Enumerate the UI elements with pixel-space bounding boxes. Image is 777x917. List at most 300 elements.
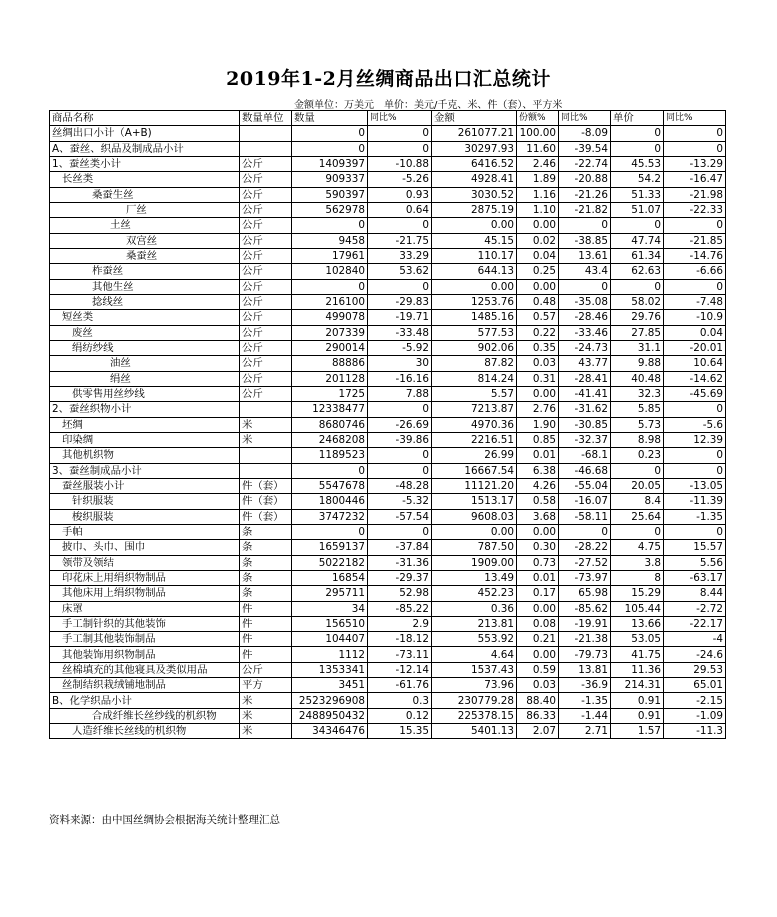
cell-unit-price: 61.34: [611, 248, 664, 263]
cell-amount: 2875.19: [432, 202, 517, 217]
cell-amount-yoy: -31.62: [559, 402, 611, 417]
cell-share: 0.22: [517, 325, 559, 340]
cell-item-name: 蚕丝服装小计: [50, 478, 240, 493]
table-row: [50, 141, 726, 156]
cell-share: 3.68: [517, 509, 559, 524]
cell-quantity-unit: 米: [240, 417, 292, 432]
cell-amount-yoy: -19.91: [559, 616, 611, 631]
cell-amount-yoy: -21.38: [559, 632, 611, 647]
cell-quantity-yoy: 52.98: [368, 586, 432, 601]
cell-quantity-unit: 米: [240, 432, 292, 447]
cell-price-yoy: 0: [664, 126, 726, 141]
cell-amount: 230779.28: [432, 693, 517, 708]
table-row: [50, 662, 726, 677]
cell-amount-yoy: -32.37: [559, 432, 611, 447]
cell-quantity: 3451: [292, 678, 368, 693]
cell-unit-price: 0.91: [611, 708, 664, 723]
cell-quantity: 17961: [292, 248, 368, 263]
table-row: [50, 340, 726, 355]
cell-price-yoy: -10.9: [664, 310, 726, 325]
cell-share: 100.00: [517, 126, 559, 141]
cell-item-name: 短丝类: [50, 310, 240, 325]
cell-quantity-yoy: -29.37: [368, 570, 432, 585]
cell-quantity-yoy: -37.84: [368, 540, 432, 555]
cell-quantity-unit: 件: [240, 632, 292, 647]
cell-amount: 814.24: [432, 371, 517, 386]
cell-share: 0.57: [517, 310, 559, 325]
cell-quantity-unit: 件: [240, 601, 292, 616]
cell-amount-yoy: -33.46: [559, 325, 611, 340]
cell-amount-yoy: -24.73: [559, 340, 611, 355]
table-row: [50, 371, 726, 386]
cell-quantity: 2488950432: [292, 708, 368, 723]
cell-amount: 4970.36: [432, 417, 517, 432]
cell-amount: 87.82: [432, 356, 517, 371]
cell-quantity: 0: [292, 279, 368, 294]
cell-amount-yoy: 0: [559, 218, 611, 233]
cell-price-yoy: -16.47: [664, 172, 726, 187]
cell-quantity-yoy: 0: [368, 279, 432, 294]
cell-unit-price: 0.91: [611, 693, 664, 708]
table-row: [50, 693, 726, 708]
cell-price-yoy: -2.15: [664, 693, 726, 708]
cell-amount-yoy: 43.4: [559, 264, 611, 279]
cell-price-yoy: 5.56: [664, 555, 726, 570]
table-row: [50, 432, 726, 447]
cell-unit-price: 27.85: [611, 325, 664, 340]
cell-quantity: 0: [292, 524, 368, 539]
cell-item-name: 土丝: [50, 218, 240, 233]
cell-amount: 26.99: [432, 448, 517, 463]
cell-quantity-yoy: 0.12: [368, 708, 432, 723]
cell-amount: 1513.17: [432, 494, 517, 509]
cell-unit-price: 5.85: [611, 402, 664, 417]
cell-amount-yoy: -22.74: [559, 156, 611, 171]
cell-unit-price: 15.29: [611, 586, 664, 601]
cell-unit-price: 214.31: [611, 678, 664, 693]
table-row: [50, 448, 726, 463]
table-row: [50, 248, 726, 263]
cell-quantity: 499078: [292, 310, 368, 325]
table-row: [50, 570, 726, 585]
cell-amount: 5.57: [432, 386, 517, 401]
table-row: [50, 478, 726, 493]
cell-quantity-yoy: -19.71: [368, 310, 432, 325]
table-row: [50, 233, 726, 248]
cell-item-name: 其他生丝: [50, 279, 240, 294]
export-stats-table: [49, 110, 726, 739]
cell-amount: 452.23: [432, 586, 517, 601]
cell-amount: 30297.93: [432, 141, 517, 156]
cell-quantity: 12338477: [292, 402, 368, 417]
cell-quantity: 590397: [292, 187, 368, 202]
cell-quantity: 16854: [292, 570, 368, 585]
cell-quantity-yoy: -73.11: [368, 647, 432, 662]
cell-amount-yoy: -58.11: [559, 509, 611, 524]
cell-quantity: 8680746: [292, 417, 368, 432]
cell-share: 0.04: [517, 248, 559, 263]
cell-unit-price: 5.73: [611, 417, 664, 432]
table-row: [50, 279, 726, 294]
cell-quantity-yoy: 7.88: [368, 386, 432, 401]
cell-amount: 1909.00: [432, 555, 517, 570]
cell-amount-yoy: -16.07: [559, 494, 611, 509]
cell-quantity-unit: 件: [240, 616, 292, 631]
cell-share: 0.21: [517, 632, 559, 647]
cell-item-name: 人造纤维长丝线的机织物: [50, 724, 240, 739]
cell-unit-price: 8.4: [611, 494, 664, 509]
cell-quantity: 5547678: [292, 478, 368, 493]
table-row: [50, 647, 726, 662]
cell-share: 0.17: [517, 586, 559, 601]
cell-quantity: 34346476: [292, 724, 368, 739]
cell-price-yoy: 0.04: [664, 325, 726, 340]
cell-unit-price: 51.33: [611, 187, 664, 202]
cell-amount: 0.00: [432, 279, 517, 294]
cell-price-yoy: 12.39: [664, 432, 726, 447]
cell-quantity-unit: 条: [240, 524, 292, 539]
cell-quantity: 1659137: [292, 540, 368, 555]
cell-price-yoy: -22.17: [664, 616, 726, 631]
table-row: [50, 325, 726, 340]
cell-quantity: 1800446: [292, 494, 368, 509]
cell-amount-yoy: -39.54: [559, 141, 611, 156]
cell-price-yoy: 29.53: [664, 662, 726, 677]
cell-unit-price: 40.48: [611, 371, 664, 386]
cell-quantity-unit: 平方: [240, 678, 292, 693]
cell-price-yoy: -45.69: [664, 386, 726, 401]
cell-item-name: 2、蚕丝织物小计: [50, 402, 240, 417]
cell-unit-price: 25.64: [611, 509, 664, 524]
cell-quantity: 562978: [292, 202, 368, 217]
cell-unit-price: 0: [611, 141, 664, 156]
cell-item-name: 其他床用上绢织物制品: [50, 586, 240, 601]
cell-amount: 45.15: [432, 233, 517, 248]
cell-amount-yoy: -73.97: [559, 570, 611, 585]
cell-quantity-yoy: 0: [368, 141, 432, 156]
cell-amount-yoy: 13.61: [559, 248, 611, 263]
cell-quantity-unit: 件: [240, 647, 292, 662]
cell-unit-price: 11.36: [611, 662, 664, 677]
cell-price-yoy: -22.33: [664, 202, 726, 217]
cell-item-name: 披巾、头巾、围巾: [50, 540, 240, 555]
col-header-unit: 数量单位: [240, 111, 292, 126]
cell-share: 0.03: [517, 356, 559, 371]
cell-quantity-unit: 公斤: [240, 356, 292, 371]
table-row: [50, 264, 726, 279]
cell-price-yoy: 0: [664, 279, 726, 294]
col-header-quantity: 数量: [292, 111, 368, 126]
cell-amount-yoy: -46.68: [559, 463, 611, 478]
cell-price-yoy: 0: [664, 402, 726, 417]
table-row: [50, 524, 726, 539]
cell-share: 1.90: [517, 417, 559, 432]
cell-item-name: 坯绸: [50, 417, 240, 432]
cell-quantity-yoy: 30: [368, 356, 432, 371]
table-row: [50, 616, 726, 631]
cell-item-name: 厂丝: [50, 202, 240, 217]
cell-unit-price: 51.07: [611, 202, 664, 217]
cell-quantity-yoy: -16.16: [368, 371, 432, 386]
cell-quantity-unit: [240, 463, 292, 478]
cell-amount-yoy: -20.88: [559, 172, 611, 187]
cell-price-yoy: 0: [664, 141, 726, 156]
table-row: [50, 218, 726, 233]
cell-quantity-unit: 公斤: [240, 279, 292, 294]
cell-share: 1.89: [517, 172, 559, 187]
table-row: [50, 294, 726, 309]
cell-unit-price: 53.05: [611, 632, 664, 647]
cell-quantity: 34: [292, 601, 368, 616]
cell-quantity: 156510: [292, 616, 368, 631]
cell-item-name: 桑蚕生丝: [50, 187, 240, 202]
table-row: [50, 356, 726, 371]
cell-quantity-yoy: -31.36: [368, 555, 432, 570]
cell-share: 0.00: [517, 524, 559, 539]
cell-quantity-unit: 公斤: [240, 233, 292, 248]
table-row: [50, 402, 726, 417]
cell-amount-yoy: -85.62: [559, 601, 611, 616]
cell-unit-price: 31.1: [611, 340, 664, 355]
cell-item-name: 丝棉填充的其他寝具及类似用品: [50, 662, 240, 677]
cell-amount-yoy: 0: [559, 279, 611, 294]
cell-share: 0.31: [517, 371, 559, 386]
cell-quantity: 290014: [292, 340, 368, 355]
cell-item-name: 印染绸: [50, 432, 240, 447]
table-row: [50, 156, 726, 171]
cell-unit-price: 29.76: [611, 310, 664, 325]
cell-item-name: 梭织服装: [50, 509, 240, 524]
cell-quantity-yoy: 33.29: [368, 248, 432, 263]
cell-amount-yoy: -21.26: [559, 187, 611, 202]
cell-amount-yoy: -36.9: [559, 678, 611, 693]
cell-quantity: 104407: [292, 632, 368, 647]
table-row: [50, 632, 726, 647]
cell-amount-yoy: 0: [559, 524, 611, 539]
cell-amount: 3030.52: [432, 187, 517, 202]
cell-unit-price: 0: [611, 463, 664, 478]
cell-quantity-yoy: -10.88: [368, 156, 432, 171]
cell-quantity-yoy: 53.62: [368, 264, 432, 279]
cell-share: 0.01: [517, 448, 559, 463]
cell-quantity: 9458: [292, 233, 368, 248]
cell-amount: 9608.03: [432, 509, 517, 524]
cell-amount-yoy: -68.1: [559, 448, 611, 463]
col-header-amount: 金额: [432, 111, 517, 126]
page-title: 2019年1-2月丝绸商品出口汇总统计: [226, 68, 551, 90]
cell-quantity-unit: 公斤: [240, 662, 292, 677]
cell-quantity-yoy: -12.14: [368, 662, 432, 677]
cell-amount-yoy: -79.73: [559, 647, 611, 662]
cell-quantity-unit: 件（套）: [240, 494, 292, 509]
cell-amount-yoy: -28.22: [559, 540, 611, 555]
cell-item-name: 供零售用丝纱线: [50, 386, 240, 401]
cell-unit-price: 62.63: [611, 264, 664, 279]
table-row: [50, 555, 726, 570]
cell-quantity-yoy: 0.64: [368, 202, 432, 217]
cell-price-yoy: -24.6: [664, 647, 726, 662]
cell-price-yoy: -63.17: [664, 570, 726, 585]
cell-price-yoy: -6.66: [664, 264, 726, 279]
cell-share: 0.03: [517, 678, 559, 693]
cell-quantity-yoy: -5.32: [368, 494, 432, 509]
cell-item-name: 领带及领结: [50, 555, 240, 570]
cell-amount: 787.50: [432, 540, 517, 555]
cell-item-name: 1、蚕丝类小计: [50, 156, 240, 171]
cell-quantity-unit: 公斤: [240, 340, 292, 355]
cell-price-yoy: 0: [664, 218, 726, 233]
cell-quantity-unit: 件（套）: [240, 509, 292, 524]
cell-unit-price: 13.66: [611, 616, 664, 631]
cell-price-yoy: -11.3: [664, 724, 726, 739]
cell-unit-price: 0: [611, 524, 664, 539]
cell-item-name: 床罩: [50, 601, 240, 616]
cell-quantity-unit: 公斤: [240, 187, 292, 202]
cell-share: 0.00: [517, 279, 559, 294]
cell-quantity-unit: 公斤: [240, 325, 292, 340]
col-header-quantity-yoy: 同比%: [368, 111, 432, 126]
cell-amount-yoy: -41.41: [559, 386, 611, 401]
cell-quantity-unit: 公斤: [240, 386, 292, 401]
cell-share: 0.00: [517, 601, 559, 616]
table-row: [50, 708, 726, 723]
cell-quantity: 102840: [292, 264, 368, 279]
cell-price-yoy: -5.6: [664, 417, 726, 432]
cell-amount-yoy: -30.85: [559, 417, 611, 432]
cell-quantity-unit: 条: [240, 570, 292, 585]
cell-item-name: 针织服装: [50, 494, 240, 509]
cell-amount-yoy: -21.82: [559, 202, 611, 217]
cell-quantity: 1409397: [292, 156, 368, 171]
cell-price-yoy: 0: [664, 448, 726, 463]
cell-item-name: 绢丝: [50, 371, 240, 386]
cell-quantity: 295711: [292, 586, 368, 601]
cell-quantity: 3747232: [292, 509, 368, 524]
cell-amount-yoy: -1.35: [559, 693, 611, 708]
cell-amount: 6416.52: [432, 156, 517, 171]
cell-unit-price: 32.3: [611, 386, 664, 401]
cell-item-name: 长丝类: [50, 172, 240, 187]
cell-item-name: 捻线丝: [50, 294, 240, 309]
cell-amount: 13.49: [432, 570, 517, 585]
cell-item-name: 双宫丝: [50, 233, 240, 248]
cell-amount: 644.13: [432, 264, 517, 279]
cell-quantity-yoy: 0.93: [368, 187, 432, 202]
table-row: [50, 310, 726, 325]
cell-quantity-unit: [240, 448, 292, 463]
table-row: [50, 494, 726, 509]
cell-price-yoy: -13.05: [664, 478, 726, 493]
cell-price-yoy: -21.85: [664, 233, 726, 248]
cell-quantity-unit: 公斤: [240, 156, 292, 171]
cell-quantity-unit: 公斤: [240, 264, 292, 279]
cell-price-yoy: -13.29: [664, 156, 726, 171]
cell-share: 0.01: [517, 570, 559, 585]
cell-quantity-yoy: 0: [368, 524, 432, 539]
col-header-share: 份额%: [517, 111, 559, 126]
cell-unit-price: 20.05: [611, 478, 664, 493]
cell-unit-price: 8: [611, 570, 664, 585]
table-row: [50, 126, 726, 141]
cell-quantity-unit: 条: [240, 586, 292, 601]
cell-amount: 225378.15: [432, 708, 517, 723]
cell-share: 0.48: [517, 294, 559, 309]
cell-amount-yoy: -28.41: [559, 371, 611, 386]
cell-share: 0.00: [517, 386, 559, 401]
cell-quantity-unit: [240, 126, 292, 141]
cell-share: 0.25: [517, 264, 559, 279]
cell-share: 86.33: [517, 708, 559, 723]
cell-unit-price: 0: [611, 126, 664, 141]
cell-item-name: 丝绸出口小计（A+B): [50, 126, 240, 141]
cell-share: 2.76: [517, 402, 559, 417]
cell-unit-price: 9.88: [611, 356, 664, 371]
cell-quantity: 1725: [292, 386, 368, 401]
cell-price-yoy: 65.01: [664, 678, 726, 693]
cell-share: 0.00: [517, 647, 559, 662]
cell-quantity: 1189523: [292, 448, 368, 463]
cell-share: 1.10: [517, 202, 559, 217]
cell-quantity-unit: 公斤: [240, 218, 292, 233]
table-row: [50, 172, 726, 187]
cell-quantity-unit: 条: [240, 555, 292, 570]
cell-share: 0.08: [517, 616, 559, 631]
table-row: [50, 202, 726, 217]
cell-unit-price: 105.44: [611, 601, 664, 616]
cell-share: 0.00: [517, 218, 559, 233]
cell-quantity-unit: 公斤: [240, 172, 292, 187]
cell-quantity-yoy: -85.22: [368, 601, 432, 616]
cell-quantity-yoy: 0: [368, 218, 432, 233]
cell-quantity-yoy: -33.48: [368, 325, 432, 340]
cell-item-name: 手帕: [50, 524, 240, 539]
cell-price-yoy: 10.64: [664, 356, 726, 371]
table-row: [50, 417, 726, 432]
cell-quantity-unit: [240, 402, 292, 417]
table-row: [50, 724, 726, 739]
cell-quantity-yoy: 0: [368, 463, 432, 478]
cell-quantity-yoy: 0: [368, 402, 432, 417]
cell-quantity-yoy: -57.54: [368, 509, 432, 524]
units-note: 金额单位：万美元 单价：美元/千克、米、件（套）、平方米: [294, 100, 563, 111]
cell-unit-price: 0: [611, 279, 664, 294]
cell-amount: 2216.51: [432, 432, 517, 447]
cell-price-yoy: -1.35: [664, 509, 726, 524]
cell-amount: 1253.76: [432, 294, 517, 309]
cell-quantity-yoy: 0.3: [368, 693, 432, 708]
cell-price-yoy: 15.57: [664, 540, 726, 555]
cell-amount: 73.96: [432, 678, 517, 693]
cell-amount: 902.06: [432, 340, 517, 355]
cell-amount: 553.92: [432, 632, 517, 647]
cell-amount: 0.36: [432, 601, 517, 616]
cell-share: 0.35: [517, 340, 559, 355]
table-body: [50, 126, 726, 739]
cell-share: 0.59: [517, 662, 559, 677]
cell-quantity-unit: [240, 141, 292, 156]
cell-share: 11.60: [517, 141, 559, 156]
cell-quantity: 2523296908: [292, 693, 368, 708]
cell-unit-price: 45.53: [611, 156, 664, 171]
cell-quantity-unit: 件（套）: [240, 478, 292, 493]
cell-quantity-unit: 米: [240, 724, 292, 739]
cell-item-name: 油丝: [50, 356, 240, 371]
cell-quantity-yoy: 0: [368, 126, 432, 141]
cell-share: 0.30: [517, 540, 559, 555]
cell-quantity-unit: 米: [240, 693, 292, 708]
table-row: [50, 601, 726, 616]
cell-amount-yoy: -55.04: [559, 478, 611, 493]
